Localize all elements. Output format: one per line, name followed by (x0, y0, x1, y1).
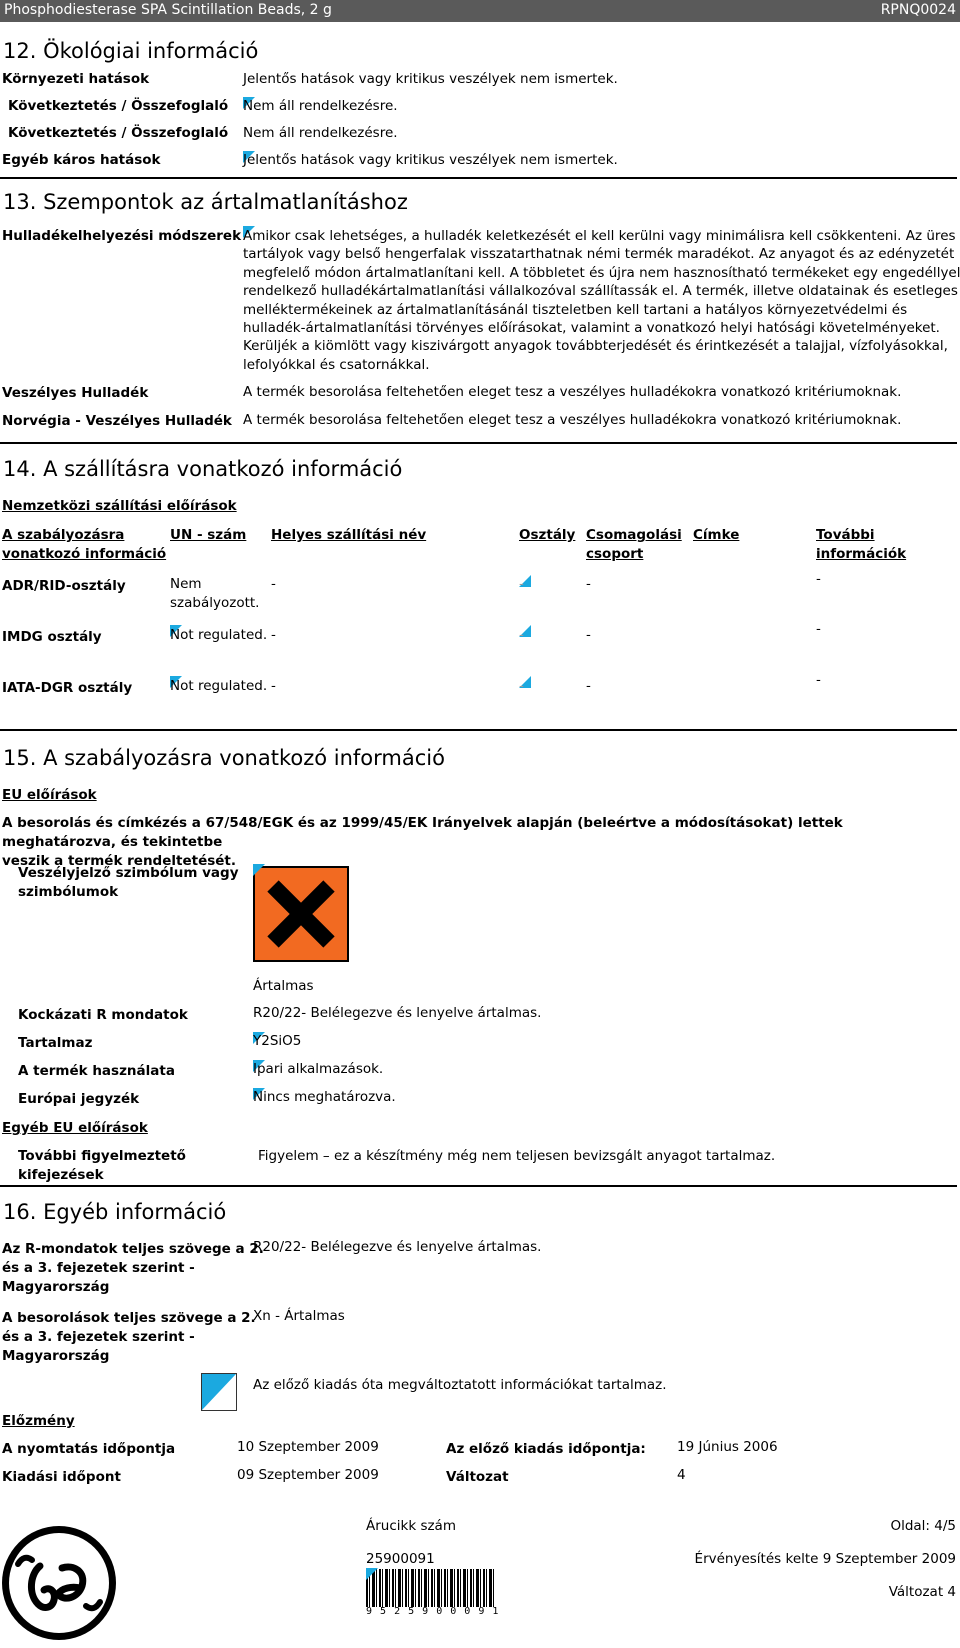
transport-mode: IMDG osztály (2, 629, 102, 645)
packing-group: - (586, 678, 591, 694)
section-divider (0, 177, 957, 179)
text-line: Kerüljék a kiömlött vagy kiszivárgott anyagok továbbterjedését és érintkezését a talajjal, vízfolyásokkal, (243, 338, 948, 355)
hazard-symbol-caption: Ártalmas (253, 978, 314, 994)
change-flag-icon (253, 864, 265, 876)
label-line: szimbólumok (18, 884, 119, 900)
col-un: UN - szám (170, 527, 247, 543)
label-line: kifejezések (18, 1167, 104, 1183)
section-14-title: 14. A szállításra vonatkozó információ (3, 457, 403, 481)
document-header (0, 0, 960, 22)
page-number: Oldal: 4/5 (890, 1518, 956, 1534)
col-text: információk (816, 546, 907, 562)
col-shipping-name: Helyes szállítási név (271, 527, 427, 543)
intro-line: veszik a termék rendeltetését. (2, 853, 236, 869)
previous-issue-value: 19 Június 2006 (677, 1439, 778, 1455)
shipping-name: - (271, 678, 276, 694)
r-phrases-full-label (2, 1240, 264, 1297)
section-12-title: 12. Ökológiai információ (3, 39, 259, 63)
hazardous-waste-label: Veszélyes Hulladék (2, 385, 149, 401)
additional-info: - (816, 621, 821, 637)
label-line: és a 3. fejezetek szerint - (2, 1329, 195, 1345)
hazard-symbol-label (18, 864, 239, 902)
section-divider (0, 442, 957, 444)
text-line: tartályok vagy belső hengerfalak visszatarthatnak némi termék maradékot. Az anyagot és az edényzetét (243, 246, 955, 263)
change-note: Az előző kiadás óta megváltoztatott információkat tartalmaz. (253, 1377, 667, 1393)
label-line: A besorolások teljes szövege a 2. (2, 1310, 256, 1326)
r-phrases-full-value: R20/22- Belélegezve és lenyelve ártalmas. (253, 1239, 542, 1255)
label-line: Az R-mondatok teljes szövege a 2. (2, 1241, 264, 1257)
print-date-value: 10 Szeptember 2009 (237, 1439, 379, 1455)
change-flag-icon (366, 1568, 378, 1580)
risk-phrases-value: R20/22- Belélegezve és lenyelve ártalmas. (253, 1005, 542, 1021)
hazardous-waste-value: A termék besorolása feltehetően eleget tesz a veszélyes hulladékokra vonatkozó kritériumoknak. (243, 384, 902, 400)
section-16-title: 16. Egyéb információ (3, 1200, 227, 1224)
col-label: Címke (693, 527, 740, 543)
col-regulation (2, 526, 166, 564)
class-value: - (519, 576, 524, 592)
european-inventory-value: Nincs meghatározva. (253, 1089, 396, 1105)
additional-info: - (816, 672, 821, 688)
col-text: vonatkozó információ (2, 546, 167, 562)
contains-label: Tartalmaz (18, 1035, 93, 1051)
barcode-digits: 9 5 2 5 9 0 0 0 9 1 (366, 1606, 500, 1617)
validation-date: Érvényesítés kelte 9 Szeptember 2009 (694, 1551, 956, 1567)
label-line: Veszélyjelző szimbólum vagy (18, 865, 239, 881)
col-class: Osztály (519, 527, 576, 543)
european-inventory-label: Európai jegyzék (18, 1091, 140, 1107)
shipping-name: - (271, 627, 276, 643)
version-label: Változat (446, 1469, 509, 1485)
un-number: Not regulated. (170, 678, 268, 694)
product-code: RPNQ0024 (880, 2, 956, 18)
print-date-label: A nyomtatás időpontja (2, 1441, 176, 1457)
shipping-name: - (271, 576, 276, 592)
norway-waste-label: Norvégia - Veszélyes Hulladék (2, 413, 232, 429)
label-line: Magyarország (2, 1279, 110, 1295)
barcode (366, 1569, 496, 1607)
col-text: További (816, 527, 875, 543)
packing-group: - (586, 576, 591, 592)
disposal-methods-label: Hulladékelhelyezési módszerek (2, 228, 242, 244)
product-use-label: A termék használata (18, 1063, 175, 1079)
col-text: Csomagolási (586, 527, 682, 543)
class-value: - (519, 678, 524, 694)
col-text: A szabályozásra (2, 527, 125, 543)
issue-date-label: Kiadási időpont (2, 1469, 121, 1485)
previous-issue-label: Az előző kiadás időpontja: (446, 1441, 646, 1457)
un-text: Nem (170, 576, 202, 592)
s12-value: Nem áll rendelkezésre. (243, 125, 398, 141)
article-number-label: Árucikk szám (366, 1518, 456, 1534)
text-line: lefolyókkal és csatornákkal. (243, 356, 430, 373)
s12-label: Következtetés / Összefoglaló (8, 98, 229, 114)
norway-waste-value: A termék besorolása feltehetően eleget tesz a veszélyes hulladékokra vonatkozó kritériumoknak. (243, 412, 902, 428)
text-line: Amikor csak lehetséges, a hulladék keletkezését el kell kerülni vagy minimálisra kell csökkenteni. Az üres (243, 228, 956, 244)
footer-version: Változat 4 (888, 1584, 956, 1600)
text-line: hulladék-ártalmatlanítási törvényes előírásokat, valamint a vonatkozó helyi hatósági követelményeket. (243, 320, 940, 337)
classifications-full-value: Xn - Ártalmas (253, 1308, 345, 1324)
other-eu-regulations-label: Egyéb EU előírások (2, 1120, 148, 1136)
transport-mode: IATA-DGR osztály (2, 680, 133, 696)
un-number: Not regulated. (170, 627, 268, 643)
s12-label: Környezeti hatások (2, 71, 150, 87)
un-number (170, 575, 259, 613)
transport-subtitle: Nemzetközi szállítási előírások (2, 498, 237, 514)
class-value: - (519, 627, 524, 643)
harmful-symbol-icon (253, 866, 349, 962)
s12-value: Jelentős hatások vagy kritikus veszélyek nem ismertek. (243, 152, 618, 168)
s12-value: Nem áll rendelkezésre. (243, 98, 398, 114)
intro-line: A besorolás és címkézés a 67/548/EGK és az 1999/45/EK Irányelvek alapján (beleértve a módosításokat) lettek meghatározva, és tekintetbe (2, 815, 843, 850)
label-line: és a 3. fejezetek szerint - (2, 1260, 195, 1276)
eu-intro (2, 814, 957, 871)
additional-warning-label (18, 1147, 186, 1185)
packing-group: - (586, 627, 591, 643)
col-packing-group (586, 526, 682, 564)
change-indicator-icon (201, 1373, 237, 1411)
s12-label: Következtetés / Összefoglaló (8, 125, 229, 141)
additional-warning-value: Figyelem – ez a készítmény még nem teljesen bevizsgált anyagot tartalmaz. (258, 1148, 776, 1164)
label-line: Magyarország (2, 1348, 110, 1364)
text-line: rendelkező hulladékártalmatlanítási vállalkozóval szállítassák el. A termék, illetve oldatainak és esetleges (243, 283, 958, 300)
col-additional-info (816, 526, 906, 564)
classifications-full-label (2, 1309, 256, 1366)
label-line: További figyelmeztető (18, 1148, 186, 1164)
section-15-title: 15. A szabályozásra vonatkozó információ (3, 746, 445, 770)
s12-label: Egyéb káros hatások (2, 152, 161, 168)
company-logo (0, 1524, 118, 1642)
eu-regulations-label: EU előírások (2, 787, 97, 803)
col-text: csoport (586, 546, 644, 562)
section-divider (0, 1185, 957, 1187)
article-number-value: 25900091 (366, 1551, 435, 1567)
version-value: 4 (677, 1467, 686, 1483)
section-divider (0, 729, 957, 731)
disposal-methods-text (243, 227, 960, 374)
contains-value: Y2SiO5 (253, 1033, 302, 1049)
text-line: melléktermékeinek az ártalmatlanításánál tiszteletben kell tartani a hatályos környezetvédelmi és (243, 301, 908, 318)
issue-date-value: 09 Szeptember 2009 (237, 1467, 379, 1483)
product-use-value: Ipari alkalmazások. (253, 1061, 384, 1077)
history-label: Előzmény (2, 1413, 75, 1429)
s12-value: Jelentős hatások vagy kritikus veszélyek nem ismertek. (243, 71, 618, 87)
risk-phrases-label: Kockázati R mondatok (18, 1007, 188, 1023)
section-13-title: 13. Szempontok az ártalmatlanításhoz (3, 190, 408, 214)
additional-info: - (816, 571, 821, 587)
text-line: megfelelő módon ártalmatlanítani kell. A többletet és újra nem hasznosítható termékeket egy engedéllyel (243, 264, 960, 281)
un-text: szabályozott. (170, 595, 260, 611)
product-name: Phosphodiesterase SPA Scintillation Beads, 2 g (4, 2, 332, 18)
transport-mode: ADR/RID-osztály (2, 578, 126, 594)
